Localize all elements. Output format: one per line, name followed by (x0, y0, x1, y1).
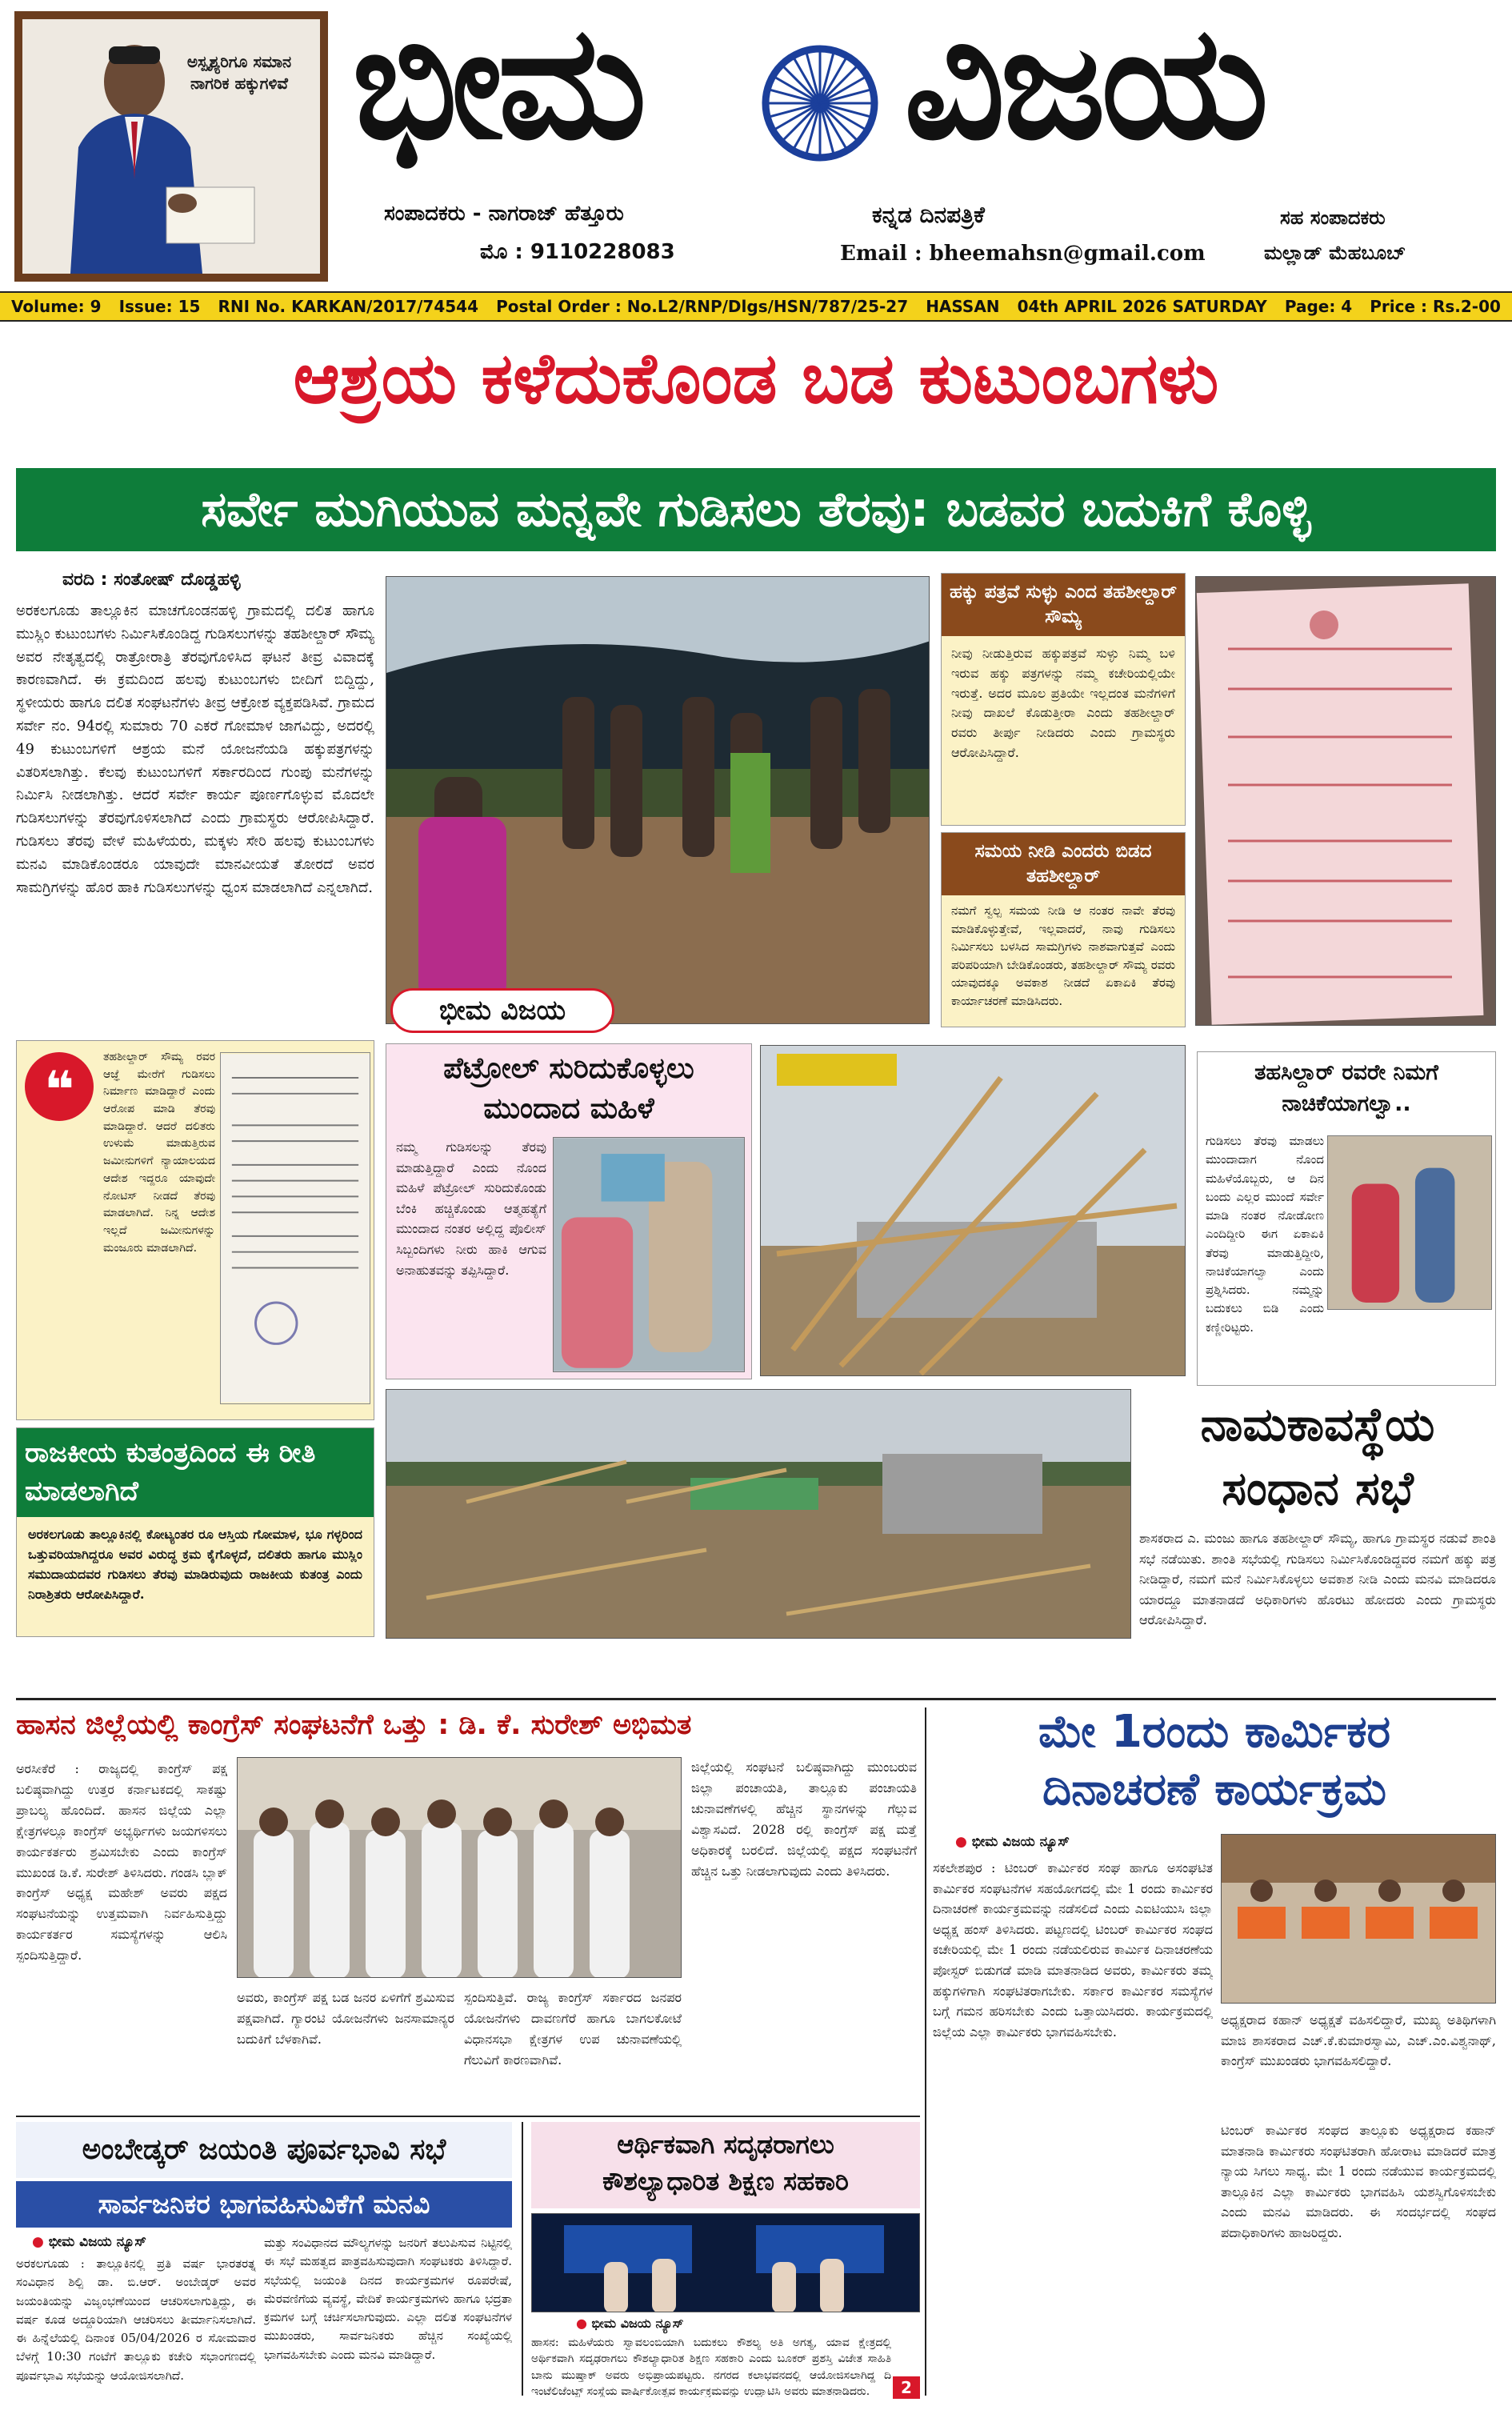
city: HASSAN (926, 297, 1000, 316)
political-box-body: ಅರಕಲಗೂಡು ತಾಲ್ಲೂಕಿನಲ್ಲಿ ಕೋಟ್ಯಂತರ ರೂ ಆಸ್ತಿಯ ಗೋಮಾಳ, ಭೂ ಗಳ್ಳರಿಂದ ಒತ್ತುವರಿಯಾಗಿದ್ದರೂ ಅವರ ವಿರುದ್ಧ ಕ್ರಮ ಕೈಗೊಳ್ಳದೆ, ದಲಿತರು ಹಾಗೂ ಮುಸ್ಲಿಂ ಸಮುದಾಯದವರ ಗುಡಿಸಲು ತೆರವು ಮಾಡಿರುವುದು ರಾಜಕೀಯ ಕುತಂತ್ರ ಎಂದು ನಿರಾಶ್ರಿತರು ಆರೋಪಿಸಿದ್ದಾರೆ. (28, 1527, 362, 1602)
political-box (16, 1427, 374, 1637)
congress-headline: ಹಾಸನ ಜಿಲ್ಲೆಯಲ್ಲಿ ಕಾಂಗ್ರೆಸ್ ಸಂಘಟನೆಗೆ ಒತ್ತು : ಡಿ. ಕೆ. ಸುರೇಶ್ ಅಭಿಮತ (16, 1709, 692, 1741)
credit-icon: ● (576, 2316, 587, 2331)
credit-icon: ● (32, 2234, 44, 2250)
section-divider (16, 1698, 1496, 1700)
quote-box (16, 1040, 374, 1420)
peace-meeting-title-1: ನಾಮಕಾವಸ್ಥೆಯ (1200, 1397, 1435, 1451)
mayday-headline-1: ಮೇ 1ರಂದು ಕಾರ್ಮಿಕರ (1038, 1706, 1391, 1758)
quote-icon: ❝ (25, 1052, 94, 1121)
co-editor-label: ಸಹ ಸಂಪಾದಕರು (1280, 206, 1386, 229)
portrait-frame (14, 11, 328, 282)
lead-headline: ಆಶ್ರಯ ಕಳೆದುಕೊಂಡ ಬಡ ಕುಟುಂಬಗಳು (293, 337, 1219, 419)
editor-phone: ಮೊ : 9110228083 (480, 240, 675, 264)
continued-page-badge (893, 2376, 920, 2399)
mayday-headline-2: ದಿನಾಚರಣೆ ಕಾರ್ಯಕ್ರಮ (1042, 1763, 1386, 1816)
stamp-text: ಭೀಮ ವಿಜಯ (438, 995, 566, 1027)
paper-title (352, 0, 1504, 195)
demolished-structure-photo (760, 1045, 1186, 1376)
shame-box (1197, 1051, 1496, 1386)
ambedkar-headline: ಅಂಬೇಡ್ಕರ್ ಜಯಂತಿ ಪೂರ್ವಭಾವಿ ಸಭೆ (16, 2122, 512, 2178)
time-request-body: ನಮಗೆ ಸ್ವಲ್ಪ ಸಮಯ ನೀಡಿ ಆ ನಂತರ ನಾವೇ ತೆರವು ಮಾಡಿಕೊಳ್ಳುತ್ತೇವೆ, ಇಲ್ಲವಾದರೆ, ನಾವು ಗುಡಿಸಲು ನಿರ್ಮಿಸಲು ಬಳಸಿದ ಸಾಮಗ್ರಿಗಳು ನಾಶವಾಗುತ್ತವೆ ಎಂದು ಪರಿಪರಿಯಾಗಿ ಬೇಡಿಕೊಂಡರು, ತಹಶೀಲ್ದಾರ್ ಸೌಮ್ಯ ರವರು ಯಾವುದಕ್ಕೂ ಅವಕಾಶ ನೀಡದೆ ಏಕಾಏಕಿ ತೆರವು ಕಾರ್ಯಾಚರಣೆ ಮಾಡಿಸಿದರು. (951, 903, 1175, 1008)
credit-icon: ● (955, 1834, 967, 1850)
congress-col3: ಸ್ಪಂದಿಸುತ್ತಿವೆ. ರಾಜ್ಯ ಕಾಂಗ್ರೆಸ್ ಸರ್ಕಾರದ ಜನಪರ ಯೋಜನೆಗಳು ದಾವಣಗೆರೆ ಹಾಗೂ ಬಾಗಲಕೋಟೆ ವಿಧಾನಸಭಾ ಕ್ಷೇತ್ರಗಳ ಉಪ ಚುನಾವಣೆಯಲ್ಲಿ ಗೆಲುವಿಗೆ ಕಾರಣವಾಗಿವೆ. (464, 1990, 682, 2068)
vertical-divider (925, 1707, 926, 2396)
volume: Volume: 9 (11, 297, 102, 316)
lead-body: ಅರಕಲಗೂಡು ತಾಲ್ಲೂಕಿನ ಮಾಚಗೊಂಡನಹಳ್ಳಿ ಗ್ರಾಮದಲ್ಲಿ ದಲಿತ ಹಾಗೂ ಮುಸ್ಲಿಂ ಕುಟುಂಬಗಳು ನಿರ್ಮಿಸಿಕೊಂಡಿದ್ದ ಗುಡಿಸಲುಗಳನ್ನು ತಹಶೀಲ್ದಾರ್ ಸೌಮ್ಯ ಅವರ ನೇತೃತ್ವದಲ್ಲಿ ರಾತ್ರೋರಾತ್ರಿ ತೆರವುಗೊಳಿಸಿದ ಘಟನೆ ತೀವ್ರ ವಿವಾದಕ್ಕೆ ಕಾರಣವಾಗಿದೆ. ಈ ಕ್ರಮದಿಂದ ಹಲವು ಕುಟುಂಬಗಳು ಬೀದಿಗೆ ಬಿದ್ದಿದ್ದು, ಸ್ಥಳೀಯರು ಹಾಗೂ ದಲಿತ ಸಂಘಟನೆಗಳು ತೀವ್ರ ಆಕ್ರೋಶ ವ್ಯಕ್ತಪಡಿಸಿವೆ. ಗ್ರಾಮದ ಸರ್ವೇ ನಂ. 94ರಲ್ಲಿ ಸುಮಾರು 70 ಎಕರೆ ಗೋಮಾಳ ಜಾಗವಿದ್ದು, ಅದರಲ್ಲಿ 49 ಕುಟುಂಬಗಳಿಗೆ ಆಶ್ರಯ ಮನೆ ಯೋಜನೆಯಡಿ ಹಕ್ಕುಪತ್ರಗಳನ್ನು ವಿತರಿಸಲಾಗಿತ್ತು. ಕೆಲವು ಕುಟುಂಬಗಳಿಗೆ ಸರ್ಕಾರದಿಂದ ಗುಂಪು ಮನೆಗಳನ್ನು ನಿರ್ಮಿಸಿ ನೀಡಲಾಗಿತ್ತು. ಆದರೆ ಸರ್ವೇ ಕಾರ್ಯ ಪೂರ್ಣಗೊಳ್ಳುವ ಮೊದಲೇ ಗುಡಿಸಲುಗಳನ್ನು ತೆರವುಗೊಳಿಸಲಾಗಿದೆ ಎಂದು ಗ್ರಾಮಸ್ಥರು ಆರೋಪಿಸಿದ್ದಾರೆ. ಗುಡಿಸಲು ತೆರವು ವೇಳೆ ಮಹಿಳೆಯರು, ಮಕ್ಕಳು ಸೇರಿ ಹಲವು ಕುಟುಂಬಗಳು ಮನವಿ ಮಾಡಿಕೊಂಡರೂ ಯಾವುದೇ ಮಾನವೀಯತೆ ತೋರದೆ ಅವರ ಸಾಮಗ್ರಿಗಳನ್ನು ಹೊರ ಹಾಕಿ ಗುಡಿಸಲುಗಳನ್ನು ಧ್ವಂಸ ಮಾಡಲಾಗಿದೆ ಎನ್ನಲಾಗಿದೆ. (16, 602, 374, 896)
continued-page-number: 2 (901, 2378, 912, 2397)
skills-event-photo (531, 2213, 920, 2312)
skills-headline-2: ಕೌಶಲ್ಯಾಧಾರಿತ ಶಿಕ್ಷಣ ಸಹಕಾರಿ (602, 2166, 849, 2196)
rights-paper-body: ನೀವು ನೀಡುತ್ತಿರುವ ಹಕ್ಕುಪತ್ರವೆ ಸುಳ್ಳು ನಿಮ್ಮ ಬಳಿ ಇರುವ ಹಕ್ಕು ಪತ್ರಗಳನ್ನು ನಮ್ಮ ಕಚೇರಿಯಲ್ಲಿಯೇ ಇರುತ್ತೆ. ಅದರ ಮೂಲ ಪ್ರತಿಯೇ ಇಲ್ಲದಂತ ಮನೆಗಳಿಗೆ ನೀವು ದಾಖಲೆ ಕೊಡುತ್ತೀರಾ ಎಂದು ತಹಶೀಲ್ದಾರ್ ರವರು ತೀರ್ಪು ನೀಡಿದರು ಎಂದು ಗ್ರಾಮಸ್ಥರು ಆರೋಪಿಸಿದ್ದಾರೆ. (951, 646, 1175, 761)
skills-headline-1: ಆರ್ಥಿಕವಾಗಿ ಸದೃಢರಾಗಲು (617, 2129, 834, 2160)
ambedkar-subheadline: ಸಾರ್ವಜನಿಕರ ಭಾಗವಹಿಸುವಿಕೆಗೆ ಮನವಿ (16, 2181, 512, 2228)
petrol-box (386, 1043, 752, 1379)
woman-pleading-photo (1327, 1135, 1492, 1310)
issue: Issue: 15 (118, 297, 201, 316)
byline: ವರದಿ : ಸಂತೋಷ್ ದೊಡ್ಡಹಳ್ಳಿ (62, 570, 241, 590)
portrait-quote: ಅಸ್ಪೃಶ್ಯರಿಗೂ ಸಮಾನ ನಾಗರಿಕ ಹಕ್ಕುಗಳಿವೆ (186, 52, 292, 93)
mayday-col2-top: ಅಧ್ಯಕ್ಷರಾದ ಕಹಾನ್ ಅಧ್ಯಕ್ಷತೆ ವಹಿಸಲಿದ್ದಾರೆ, ಮುಖ್ಯ ಅತಿಥಿಗಳಾಗಿ ಮಾಜಿ ಶಾಸಕರಾದ ಎಚ್.ಕೆ.ಕುಮಾರಸ್ವಾಮಿ, ಎಚ್.ಎಂ.ವಿಶ್ವನಾಥ್, ಕಾಂಗ್ರೆಸ್ ಮುಖಂಡರು ಭಾಗವಹಿಸಲಿದ್ದಾರೆ. (1221, 2012, 1496, 2069)
skills-credit (576, 2316, 683, 2332)
ambedkar-credit (32, 2234, 146, 2250)
court-order-photo (220, 1052, 370, 1404)
skills-headline-box (531, 2122, 920, 2208)
congress-col1: ಅರಸೀಕೆರೆ : ರಾಜ್ಯದಲ್ಲಿ ಕಾಂಗ್ರೆಸ್ ಪಕ್ಷ ಬಲಿಷ್ಠವಾಗಿದ್ದು ಉತ್ತರ ಕರ್ನಾಟಕದಲ್ಲಿ ಸಾಕಷ್ಟು ಪ್ರಾಬಲ್ಯ ಹೊಂದಿದೆ. ಹಾಸನ ಜಿಲ್ಲೆಯ ಎಲ್ಲಾ ಕ್ಷೇತ್ರಗಳಲ್ಲೂ ಕಾಂಗ್ರೆಸ್ ಅಭ್ಯರ್ಥಿಗಳು ಜಯಗಳಿಸಲು ಕಾರ್ಯಕರ್ತರು ಶ್ರಮಿಸಬೇಕು ಎಂದು ಕಾಂಗ್ರೆಸ್ ಮುಖಂಡ ಡಿ.ಕೆ. ಸುರೇಶ್ ತಿಳಿಸಿದರು. ಗಂಡಸಿ ಬ್ಲಾಕ್ ಕಾಂಗ್ರೆಸ್ ಅಧ್ಯಕ್ಷ ಮಹೇಶ್ ಅವರು ಪಕ್ಷದ ಸಂಘಟನೆಯನ್ನು ಉತ್ತಮವಾಗಿ ನಿರ್ವಹಿಸುತ್ತಿದ್ದು ಕಾರ್ಯಕರ್ತರ ಸಮಸ್ಯೆಗಳನ್ನು ಆಲಿಸಿ ಸ್ಪಂದಿಸುತ್ತಿದ್ದಾರೆ. (16, 1761, 227, 1964)
vertical-divider-2 (522, 2122, 523, 2396)
page-number: Page: 4 (1284, 297, 1353, 316)
time-request-title: ಸಮಯ ನೀಡಿ ಎಂದರು ಬಿಡದ ತಹಶೀಲ್ದಾರ್ (942, 833, 1185, 895)
political-box-title: ರಾಜಕೀಯ ಕುತಂತ್ರದಿಂದ ಈ ರೀತಿ ಮಾಡಲಾಗಿದೆ (17, 1428, 374, 1517)
mayday-col1: ಸಕಲೇಶಪುರ : ಟಿಂಬರ್ ಕಾರ್ಮಿಕರ ಸಂಘ ಹಾಗೂ ಅಸಂಘಟಿತ ಕಾರ್ಮಿಕರ ಸಂಘಟನೆಗಳ ಸಹಯೋಗದಲ್ಲಿ ಮೇ 1 ರಂದು ಕಾರ್ಮಿಕರ ದಿನಾಚರಣೆ ಕಾರ್ಯಕ್ರಮವನ್ನು ನಡೆಸಲಿದೆ ಎಂದು ಎಐಟಿಯುಸಿ ಜಿಲ್ಲಾ ಅಧ್ಯಕ್ಷ ಹಂಸ್ ತಿಳಿಸಿದರು. ಪಟ್ಟಣದಲ್ಲಿ ಟಿಂಬರ್ ಕಾರ್ಮಿಕರ ಸಂಘದ ಕಚೇರಿಯಲ್ಲಿ ಮೇ 1 ರಂದು ನಡೆಯಲಿರುವ ಕಾರ್ಮಿಕ ದಿನಾಚರಣೆಯ ಪೋಸ್ಟರ್ ಬಿಡುಗಡೆ ಮಾಡಿ ಮಾತನಾಡಿದ ಅವರು, ಕಾರ್ಮಿಕರು ತಮ್ಮ ಹಕ್ಕುಗಳಿಗಾಗಿ ಸಂಘಟಿತರಾಗಬೇಕು. ಸರ್ಕಾರ ಕಾರ್ಮಿಕರ ಸಮಸ್ಯೆಗಳ ಬಗ್ಗೆ ಗಮನ ಹರಿಸಬೇಕು ಎಂದು ಒತ್ತಾಯಿಸಿದರು. ಕಾರ್ಯಕ್ರಮದಲ್ಲಿ ಜಿಲ್ಲೆಯ ಎಲ್ಲಾ ಕಾರ್ಮಿಕರು ಭಾಗವಹಿಸಬೇಕು. (933, 1860, 1213, 2040)
skills-credit-text: ಭೀಮ ವಿಜಯ ನ್ಯೂಸ್ (591, 2316, 684, 2331)
mayday-photo (1221, 1834, 1496, 2004)
congress-photo (237, 1757, 682, 1978)
mayday-col2-bottom: ಟಿಂಬರ್ ಕಾರ್ಮಿಕರ ಸಂಘದ ತಾಲ್ಲೂಕು ಅಧ್ಯಕ್ಷರಾದ ಕಹಾನ್ ಮಾತನಾಡಿ ಕಾರ್ಮಿಕರು ಸಂಘಟಿತರಾಗಿ ಹೋರಾಟ ಮಾಡಿದರೆ ಮಾತ್ರ ನ್ಯಾಯ ಸಿಗಲು ಸಾಧ್ಯ. ಮೇ 1 ರಂದು ನಡೆಯುವ ಕಾರ್ಯಕ್ರಮದಲ್ಲಿ ತಾಲ್ಲೂಕಿನ ಎಲ್ಲಾ ಕಾರ್ಮಿಕರು ಭಾಗವಹಿಸಿ ಯಶಸ್ವಿಗೊಳಿಸಬೇಕು ಎಂದು ಮನವಿ ಮಾಡಿದರು. ಈ ಸಂದರ್ಭದಲ್ಲಿ ಸಂಘದ ಪದಾಧಿಕಾರಿಗಳು ಹಾಜರಿದ್ದರು. (1221, 2123, 1496, 2240)
time-request-box (941, 832, 1186, 1027)
mayday-credit (955, 1834, 1070, 1850)
quote-body: ತಹಶೀಲ್ದಾರ್ ಸೌಮ್ಯ ರವರ ಆಜ್ಞೆ ಮೇರೆಗೆ ಗುಡಿಸಲು ನಿರ್ಮಾಣ ಮಾಡಿದ್ದಾರೆ ಎಂದು ಆರೋಪ ಮಾಡಿ ತೆರವು ಮಾಡಿದ್ದಾರೆ. ಆದರೆ ದಲಿತರು ಉಳುಮೆ ಮಾಡುತ್ತಿರುವ ಜಮೀನುಗಳಿಗೆ ನ್ಯಾಯಾಲಯದ ಆದೇಶ ಇದ್ದರೂ ಯಾವುದೇ ನೋಟಿಸ್ ನೀಡದೆ ತೆರವು ಮಾಡಲಾಗಿದೆ. ನಿನ್ನ ಆದೇಶ ಇಲ್ಲದೆ ಜಮೀನುಗಳನ್ನು ಮಂಜೂರು ಮಾಡಲಾಗಿದೆ. (103, 1051, 215, 1255)
skills-body: ಹಾಸನ: ಮಹಿಳೆಯರು ಸ್ವಾವಲಂಬಿಯಾಗಿ ಬದುಕಲು ಕೌಶಲ್ಯ ಅತಿ ಅಗತ್ಯ, ಯಾವ ಕ್ಷೇತ್ರದಲ್ಲಿ ಅರ್ಥಿಕವಾಗಿ ಸದೃಢರಾಗಲು ಕೌಶಲ್ಯಾಧಾರಿತ ಶಿಕ್ಷಣ ಸಹಕಾರಿ ಎಂದು ಬೂಕರ್ ಪ್ರಶಸ್ತಿ ವಿಜೇತ ಸಾಹಿತಿ ಬಾನು ಮುಷ್ತಾಕ್ ಅವರು ಅಭಿಪ್ರಾಯಪಟ್ಟರು. ನಗರದ ಕಲಾಭವನದಲ್ಲಿ ಆಯೋಜಿಸಲಾಗಿದ್ದ ದಿ ಇಂಟೆಲಿಜೆಂಟ್ಸ್ ಸಂಸ್ಥೆಯ ವಾರ್ಷಿಕೋತ್ಸವ ಕಾರ್ಯಕ್ರಮವನ್ನು ಉದ್ಘಾಟಿಸಿ ಅವರು ಮಾತನಾಡಿದರು. (531, 2336, 891, 2397)
co-editor-name: ಮಲ್ಲಾಡ್ ಮೆಹಬೂಬ್ (1264, 242, 1406, 264)
price: Price : Rs.2-00 (1370, 297, 1501, 316)
section-divider-2 (16, 2116, 920, 2117)
editor-name: ಸಂಪಾದಕರು - ನಾಗರಾಜ್ ಹೆತ್ತೂರು (384, 202, 624, 226)
congress-col2: ಅವರು, ಕಾಂಗ್ರೆಸ್ ಪಕ್ಷ ಬಡ ಜನರ ಏಳಿಗೆಗೆ ಶ್ರಮಿಸುವ ಪಕ್ಷವಾಗಿದೆ. ಗ್ಯಾರಂಟಿ ಯೋಜನೆಗಳು ಜನಸಾಮಾನ್ಯರ ಬದುಕಿಗೆ ಬೆಳಕಾಗಿವೆ. (237, 1990, 454, 2047)
petrol-photo (553, 1137, 745, 1372)
rights-document-photo (1195, 576, 1496, 1026)
ambedkar-col1: ಅರಕಲಗೂಡು : ತಾಲ್ಲೂಕಿನಲ್ಲಿ ಪ್ರತಿ ವರ್ಷ ಭಾರತರತ್ನ ಸಂವಿಧಾನ ಶಿಲ್ಪಿ ಡಾ. ಬಿ.ಆರ್. ಅಂಬೇಡ್ಕರ್ ಅವರ ಜಯಂತಿಯನ್ನು ವಿಜೃಂಭಣೆಯಿಂದ ಆಚರಿಸಲಾಗುತ್ತಿದ್ದು, ಈ ವರ್ಷ ಕೂಡ ಅದ್ದೂರಿಯಾಗಿ ಆಚರಿಸಲು ತೀರ್ಮಾನಿಸಲಾಗಿದೆ. ಈ ಹಿನ್ನೆಲೆಯಲ್ಲಿ ದಿನಾಂಕ 05/04/2026 ರ ಸೋಮವಾರ ಬೆಳಗ್ಗೆ 10:30 ಗಂಟೆಗೆ ತಾಲ್ಲೂಕು ಕಚೇರಿ ಸಭಾಂಗಣದಲ್ಲಿ ಪೂರ್ವಭಾವಿ ಸಭೆಯನ್ನು ಆಯೋಜಿಸಲಾಗಿದೆ. (16, 2256, 256, 2383)
info-band (0, 291, 1512, 322)
lead-subheadline: ಸರ್ವೇ ಮುಗಿಯುವ ಮನ್ನವೇ ಗುಡಿಸಲು ತೆರವು: ಬಡವರ ಬದುಕಿಗೆ ಕೊಳ್ಳಿ (16, 468, 1496, 551)
peace-meeting-title-2: ಸಂಧಾನ ಸಭೆ (1222, 1461, 1414, 1515)
lead-photo (386, 576, 930, 1024)
masthead (0, 0, 1512, 290)
rights-paper-box (941, 573, 1186, 826)
bheema-vijaya-stamp (390, 988, 614, 1033)
congress-col4: ಜಿಲ್ಲೆಯಲ್ಲಿ ಸಂಘಟನೆ ಬಲಿಷ್ಠವಾಗಿದ್ದು ಮುಂಬರುವ ಜಿಲ್ಲಾ ಪಂಚಾಯತಿ, ತಾಲ್ಲೂಕು ಪಂಚಾಯತಿ ಚುನಾವಣೆಗಳಲ್ಲಿ ಹೆಚ್ಚಿನ ಸ್ಥಾನಗಳನ್ನು ಗೆಲ್ಲುವ ವಿಶ್ವಾಸವಿದೆ. 2028 ರಲ್ಲಿ ಕಾಂಗ್ರೆಸ್ ಪಕ್ಷ ಮತ್ತೆ ಅಧಿಕಾರಕ್ಕೆ ಬರಲಿದೆ. ಜಿಲ್ಲೆಯಲ್ಲಿ ಪಕ್ಷದ ಸಂಘಟನೆಗೆ ಹೆಚ್ಚಿನ ಒತ್ತು ನೀಡಲಾಗುವುದು ಎಂದು ತಿಳಿಸಿದರು. (691, 1759, 917, 1879)
ambedkar-col2: ಮತ್ತು ಸಂವಿಧಾನದ ಮೌಲ್ಯಗಳನ್ನು ಜನರಿಗೆ ತಲುಪಿಸುವ ನಿಟ್ಟಿನಲ್ಲಿ ಈ ಸಭೆ ಮಹತ್ವದ ಪಾತ್ರವಹಿಸುವುದಾಗಿ ಸಂಘಟಕರು ತಿಳಿಸಿದ್ದಾರೆ. ಸಭೆಯಲ್ಲಿ ಜಯಂತಿ ದಿನದ ಕಾರ್ಯಕ್ರಮಗಳ ರೂಪರೇಷೆ, ಮೆರವಣಿಗೆಯ ವ್ಯವಸ್ಥೆ, ವೇದಿಕೆ ಕಾರ್ಯಕ್ರಮಗಳು ಹಾಗೂ ಭದ್ರತಾ ಕ್ರಮಗಳ ಬಗ್ಗೆ ಚರ್ಚಿಸಲಾಗುವುದು. ಎಲ್ಲಾ ದಲಿತ ಸಂಘಟನೆಗಳ ಮುಖಂಡರು, ಸಾರ್ವಜನಿಕರು ಹೆಚ್ಚಿನ ಸಂಖ್ಯೆಯಲ್ಲಿ ಭಾಗವಹಿಸಬೇಕು ಎಂದು ಮನವಿ ಮಾಡಿದ್ದಾರೆ. (264, 2236, 512, 2362)
demolition-site-photo (386, 1389, 1131, 1639)
postal-order: Postal Order : No.L2/RNP/Dlgs/HSN/787/25-27 (496, 297, 909, 316)
mayday-credit-text: ಭೀಮ ವಿಜಯ ನ್ಯೂಸ್ (971, 1834, 1070, 1850)
shame-title: ತಹಸಿಲ್ದಾರ್ ರವರೇ ನಿಮಗೆ ನಾಚಿಕೆಯಾಗಲ್ವಾ.. (1254, 1060, 1438, 1117)
ambedkar-credit-text: ಭೀಮ ವಿಜಯ ನ್ಯೂಸ್ (48, 2234, 146, 2250)
petrol-body: ನಮ್ಮ ಗುಡಿಸಲನ್ನು ತೆರವು ಮಾಡುತ್ತಿದ್ದಾರೆ ಎಂದು ನೊಂದ ಮಹಿಳೆ ಪೆಟ್ರೋಲ್ ಸುರಿದುಕೊಂಡು ಬೆಂಕಿ ಹಚ್ಚಿಕೊಂಡು ಆತ್ಮಹತ್ಯೆಗೆ ಮುಂದಾದ ನಂತರ ಅಲ್ಲಿದ್ದ ಪೊಲೀಸ್ ಸಿಬ್ಬಂದಿಗಳು ನೀರು ಹಾಕಿ ಆಗುವ ಅನಾಹುತವನ್ನು ತಪ್ಪಿಸಿದ್ದಾರೆ. (396, 1139, 546, 1278)
rni-number: RNI No. KARKAN/2017/74544 (218, 297, 479, 316)
ashoka-chakra-icon (760, 43, 880, 163)
email: Email : bheemahsn@gmail.com (840, 242, 1206, 266)
date: 04th APRIL 2026 SATURDAY (1017, 297, 1267, 316)
peace-meeting-body: ಶಾಸಕರಾದ ಎ. ಮಂಜು ಹಾಗೂ ತಹಶೀಲ್ದಾರ್ ಸೌಮ್ಯ, ಹಾಗೂ ಗ್ರಾಮಸ್ಥರ ನಡುವೆ ಶಾಂತಿ ಸಭೆ ನಡೆಯಿತು. ಶಾಂತಿ ಸಭೆಯಲ್ಲಿ ಗುಡಿಸಲು ನಿರ್ಮಿಸಿಕೊಂಡಿದ್ದವರ ನಮಗೆ ಹಕ್ಕು ಪತ್ರ ನೀಡಿದ್ದಾರೆ, ನಮಗೆ ಮನೆ ನಿರ್ಮಿಸಿಕೊಳ್ಳಲು ಅವಕಾಶ ನೀಡಿ ಎಂದು ಮನವಿ ಮಾಡಿದರೂ ಯಾರದ್ದೂ ಮಾತನಾಡದೆ ಅಧಿಕಾರಿಗಳು ಹೊರಟು ಹೋದರು ಎಂದು ಗ್ರಾಮಸ್ಥರು ಆರೋಪಿಸಿದ್ದಾರೆ. (1139, 1531, 1496, 1628)
paper-type: ಕನ್ನಡ ದಿನಪತ್ರಿಕೆ (872, 202, 985, 228)
petrol-title: ಪೆಟ್ರೋಲ್ ಸುರಿದುಕೊಳ್ಳಲು ಮುಂದಾದ ಮಹಿಳೆ (443, 1052, 694, 1126)
shame-body: ಗುಡಿಸಲು ತೆರವು ಮಾಡಲು ಮುಂದಾದಾಗ ನೊಂದ ಮಹಿಳೆಯೊಬ್ಬರು, ಆ ದಿನ ಬಂದು ಎಲ್ಲರ ಮುಂದೆ ಸರ್ವೇ ಮಾಡಿ ನಂತರ ನೋಡೋಣ ಎಂದಿದ್ದೀರಿ ಈಗ ಏಕಾಏಕಿ ತೆರವು ಮಾಡುತ್ತಿದ್ದೀರಿ, ನಾಚಿಕೆಯಾಗಲ್ವಾ ಎಂದು ಪ್ರಶ್ನಿಸಿದರು. ನಮ್ಮನ್ನು ಬದುಕಲು ಬಿಡಿ ಎಂದು ಕಣ್ಣೀರಿಟ್ಟರು. (1206, 1134, 1324, 1335)
rights-paper-title: ಹಕ್ಕು ಪತ್ರವೆ ಸುಳ್ಳು ಎಂದ ತಹಶೀಲ್ದಾರ್ ಸೌಮ್ಯ (942, 574, 1185, 636)
title-right: ವಿಜಯ (904, 0, 1265, 174)
title-left: ಭೀಮ (352, 0, 642, 174)
